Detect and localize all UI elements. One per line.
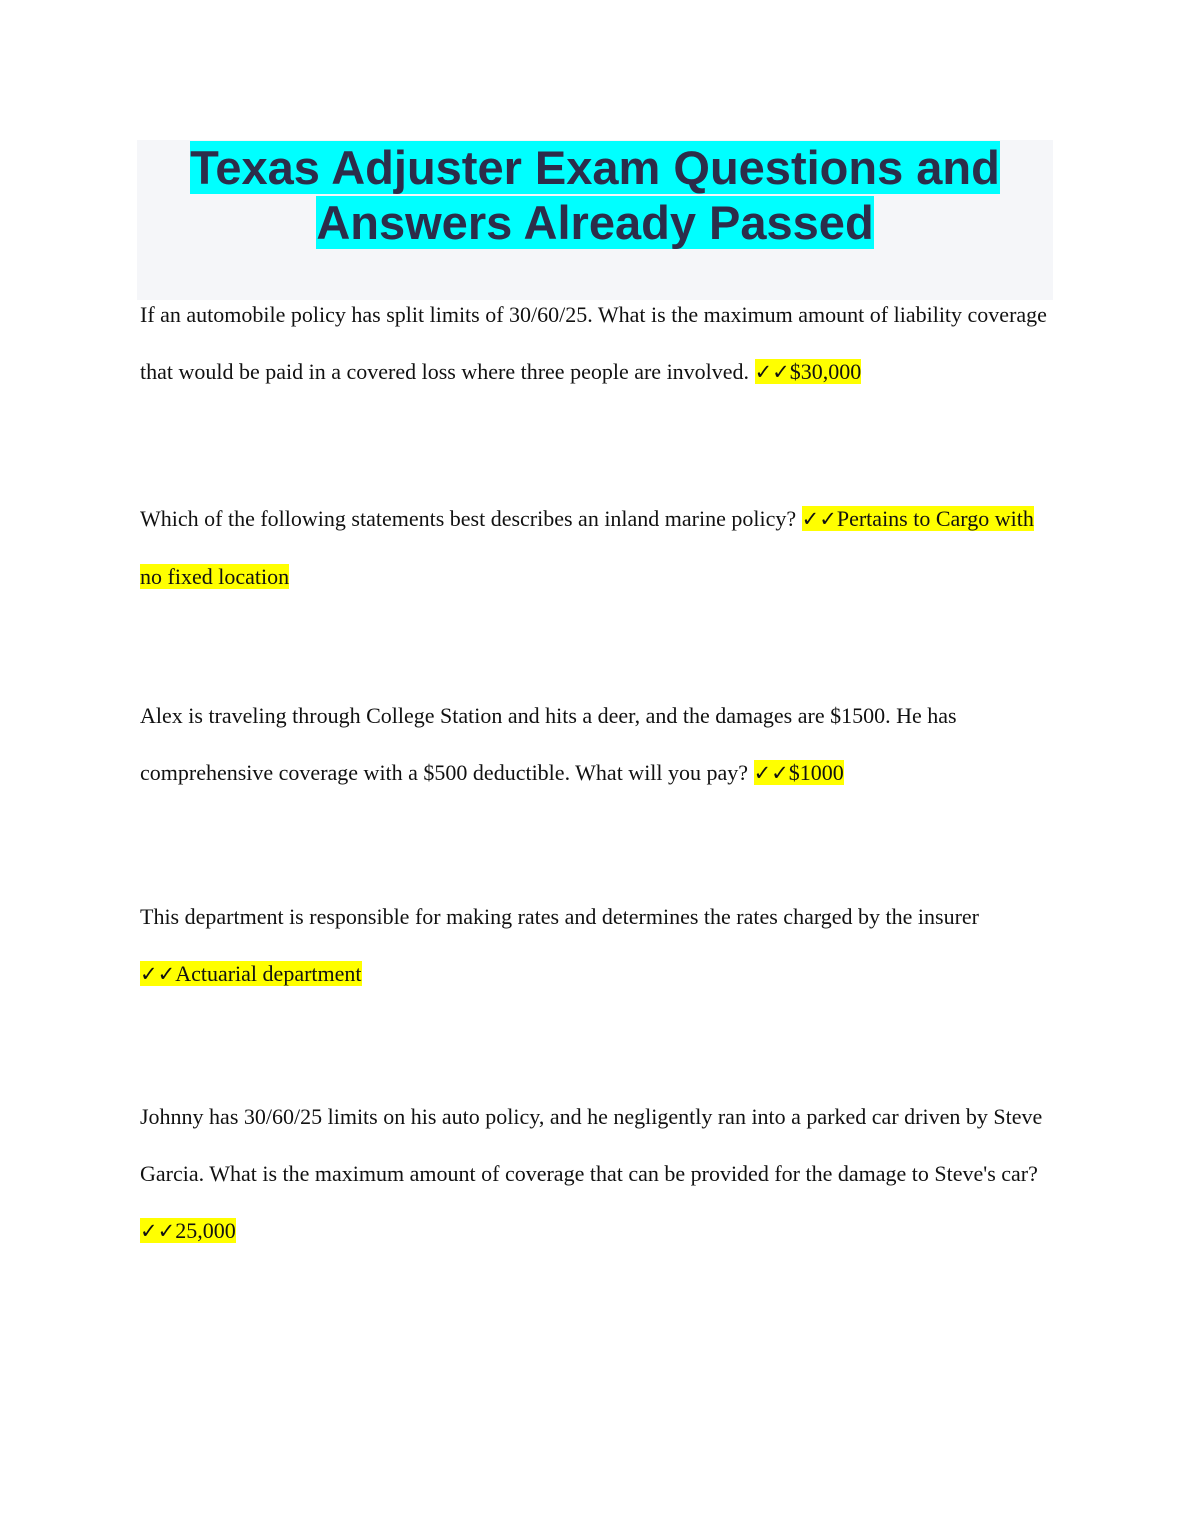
answer-text: Pertains to Cargo with no fixed location (140, 506, 1034, 589)
answer-text: $1000 (788, 760, 844, 785)
answer-highlight (754, 760, 844, 785)
title-line-1: Texas Adjuster Exam Questions and (190, 141, 1000, 194)
check-mark-icon: ✓✓ (801, 507, 837, 531)
check-mark-icon: ✓✓ (754, 360, 790, 384)
answer-text: $30,000 (789, 359, 862, 384)
question-text: This department is responsible for making rates and determines the rates charged by the insurer (140, 904, 979, 929)
question-text: Which of the following statements best describes an inland marine policy? (140, 506, 802, 531)
qa-item-5 (140, 1088, 1050, 1260)
answer-highlight (140, 1218, 236, 1243)
qa-item-4 (140, 888, 1050, 1003)
title-banner (137, 140, 1053, 300)
qa-item-1 (140, 286, 1050, 401)
question-text: Johnny has 30/60/25 limits on his auto policy, and he negligently ran into a parked car driven by Steve Garcia. What is the maximum amount of coverage that can be provided for the damage to Steve's car? (140, 1104, 1043, 1186)
answer-highlight (755, 359, 862, 384)
check-mark-icon: ✓✓ (140, 1219, 176, 1243)
qa-item-3 (140, 687, 1050, 802)
question-text: If an automobile policy has split limits of 30/60/25. What is the maximum amount of liability coverage that would be paid in a covered loss where three people are involved. (140, 302, 1047, 384)
check-mark-icon: ✓✓ (753, 761, 789, 785)
qa-item-2 (140, 490, 1050, 605)
answer-text: Actuarial department (175, 961, 362, 986)
answer-highlight (140, 961, 362, 986)
title-line-2: Answers Already Passed (316, 196, 874, 249)
check-mark-icon: ✓✓ (140, 962, 176, 986)
answer-text: 25,000 (175, 1218, 236, 1243)
page-title (137, 140, 1053, 250)
question-text: Alex is traveling through College Station and hits a deer, and the damages are $1500. He has comprehensive coverage with a $500 deductible. What will you pay? (140, 703, 957, 785)
